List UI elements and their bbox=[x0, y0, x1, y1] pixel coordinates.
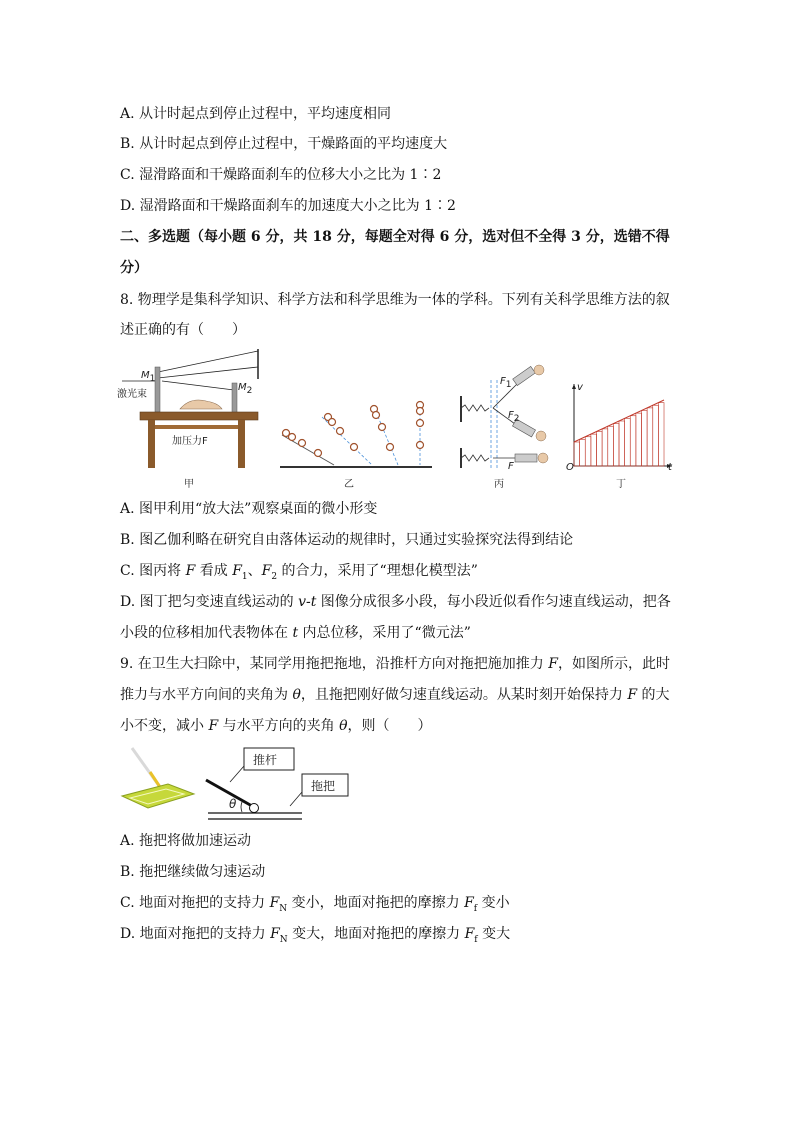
vt-segment-bar bbox=[580, 439, 586, 466]
q8-option-d-line1: D. 图丁把匀变速直线运动的 v-t 图像分成很多小段，每小段近似看作匀速直线运动，把各 bbox=[120, 594, 671, 610]
figure-jia-laser-table bbox=[118, 345, 266, 475]
section-header: 二、多选题（每小题 6 分，共 18 分，每题全对得 6 分，选对但不全得 3 分，选错不得 bbox=[120, 229, 670, 245]
caption-yi: 乙 bbox=[344, 479, 354, 490]
section-header-cont: 分） bbox=[120, 260, 148, 276]
q9-stem-line2: 推力与水平方向间的夹角为 θ，且拖把刚好做匀速直线运动。从某时刻开始保持力 F 的大 bbox=[120, 687, 670, 703]
vt-segment-bar bbox=[591, 434, 597, 466]
q7-option-c: C. 湿滑路面和干燥路面刹车的位移大小之比为 1∶2 bbox=[120, 167, 442, 183]
label-m2: $M_2$ bbox=[238, 382, 253, 396]
vt-segment-bar bbox=[585, 437, 591, 466]
q8-option-d-line2: 小段的位移相加代表物体在 t 内总位移，采用了“微元法” bbox=[120, 625, 471, 641]
q8-option-a: A. 图甲利用“放大法”观察桌面的微小形变 bbox=[120, 501, 378, 517]
q9-option-b: B. 拖把继续做匀速运动 bbox=[120, 864, 266, 880]
label-press: 加压力F bbox=[172, 436, 208, 447]
vt-segment-bar bbox=[613, 424, 619, 466]
label-laser: 激光束 bbox=[117, 389, 147, 400]
q7-option-a: A. 从计时起点到停止过程中，平均速度相同 bbox=[120, 106, 392, 122]
caption-bing: 丙 bbox=[494, 479, 504, 490]
vt-segment-bar bbox=[636, 413, 642, 466]
label-f1: $F_1$ bbox=[500, 376, 512, 390]
vt-segment-bar bbox=[658, 403, 664, 466]
q8-stem-line2: 述正确的有（ ） bbox=[120, 322, 246, 338]
vt-segment-bar bbox=[602, 429, 608, 466]
label-f: F bbox=[508, 461, 514, 472]
vt-segment-bar bbox=[608, 426, 614, 466]
q9-option-d: D. 地面对拖把的支持力 $F_N$ 变大，地面对拖把的摩擦力 $F_f$ 变大 bbox=[120, 926, 511, 945]
q8-option-b: B. 图乙伽利略在研究自由落体运动的规律时，只通过实验探究法得到结论 bbox=[120, 532, 574, 548]
vt-segment-bar bbox=[642, 411, 648, 467]
vt-segment-bar bbox=[625, 418, 631, 466]
vt-segment-bar bbox=[647, 408, 653, 466]
label-f2: $F_2$ bbox=[508, 410, 520, 424]
q7-option-d: D. 湿滑路面和干燥路面刹车的加速度大小之比为 1∶2 bbox=[120, 198, 456, 214]
figure-yi-inclines bbox=[272, 395, 442, 470]
vt-segment-bar bbox=[630, 416, 636, 466]
caption-ding: 丁 bbox=[616, 479, 626, 490]
q9-option-c: C. 地面对拖把的支持力 $F_N$ 变小，地面对拖把的摩擦力 $F_f$ 变小 bbox=[120, 895, 510, 914]
label-axis-v: v bbox=[577, 382, 583, 393]
q8-stem-line1: 8. 物理学是集科学知识、科学方法和科学思维为一体的学科。下列有关科学思维方法的叙 bbox=[120, 292, 670, 308]
label-origin: O bbox=[566, 462, 574, 473]
q9-stem-line3: 小不变，减小 F 与水平方向的夹角 θ，则（ ） bbox=[120, 718, 432, 734]
label-mop: 拖把 bbox=[311, 779, 336, 793]
caption-jia: 甲 bbox=[184, 479, 194, 490]
figure-ding-vt-graph bbox=[564, 380, 676, 472]
figure-mop-photo bbox=[118, 744, 196, 812]
label-push-rod: 推杆 bbox=[253, 753, 278, 767]
vt-segment-bar bbox=[597, 432, 603, 467]
label-theta: θ bbox=[229, 797, 237, 811]
q9-stem-line1: 9. 在卫生大扫除中，某同学用拖把拖地，沿推杆方向对拖把施加推力 F，如图所示，此时 bbox=[120, 656, 670, 672]
vt-segment-bar bbox=[653, 405, 659, 466]
q8-option-c: C. 图丙将 F 看成 $F_1$、$F_2$ 的合力，采用了“理想化模型法” bbox=[120, 563, 478, 582]
vt-segment-bar bbox=[574, 442, 580, 466]
label-m1: $M_1$ bbox=[141, 370, 156, 384]
q7-option-b: B. 从计时起点到停止过程中，干燥路面的平均速度大 bbox=[120, 136, 448, 152]
label-axis-t: t bbox=[668, 462, 672, 473]
figure-mop-diagram bbox=[204, 746, 364, 820]
q9-option-a: A. 拖把将做加速运动 bbox=[120, 833, 252, 849]
vt-segment-bar bbox=[619, 421, 625, 466]
